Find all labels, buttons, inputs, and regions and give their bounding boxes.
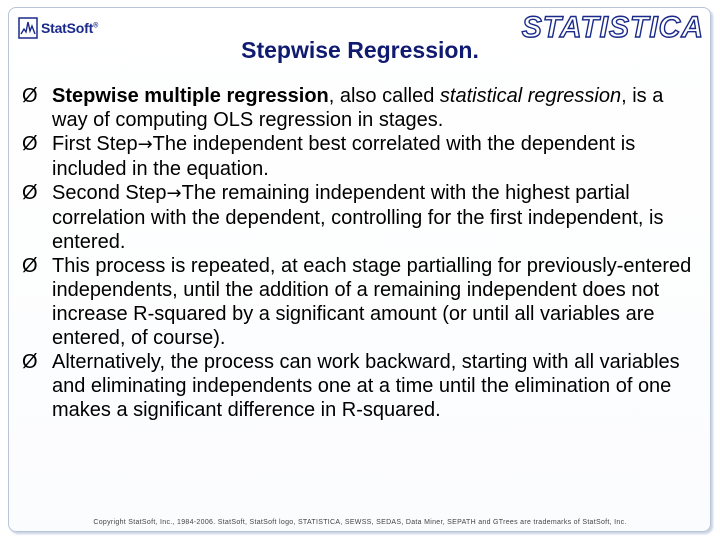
bullet-arrow-icon: Ø bbox=[22, 182, 38, 204]
right-arrow-icon: → bbox=[166, 183, 182, 204]
bullet-arrow-icon: Ø bbox=[22, 351, 38, 373]
bullet-arrow-icon: Ø bbox=[22, 255, 38, 277]
chart-logo-icon bbox=[18, 17, 38, 39]
list-item: Ø First Step→The independent best correlated with the dependent is included in the equation. bbox=[22, 133, 636, 180]
copyright-footer: Copyright StatSoft, Inc., 1984-2006. StatSoft, StatSoft logo, STATISTICA, SEWSS, SEDAS, Data Miner, SEPATH and GTrees are trademarks of StatSoft, Inc. bbox=[93, 519, 627, 526]
bullet-arrow-icon: Ø bbox=[22, 85, 38, 107]
statistica-wordmark: STATISTICA bbox=[521, 12, 704, 42]
bullet-list bbox=[22, 84, 702, 422]
list-item: Ø Second Step→The remaining independent with the highest partial correlation with the dependent, controlling for the first independent, is entered. bbox=[22, 182, 664, 253]
list-item: Ø Alternatively, the process can work backward, starting with all variables and eliminating independents one at a time until the elimination of one makes a significant difference in R-squared. bbox=[22, 351, 680, 421]
list-item: Ø This process is repeated, at each stage partialling for previously-entered independents, until the addition of a remaining independent does not increase R-squared by a significant amount (or until all variables are entered, of course). bbox=[22, 255, 692, 349]
bullet-arrow-icon: Ø bbox=[22, 133, 38, 155]
list-item: Ø Stepwise multiple regression, also called statistical regression, is a way of computing OLS regression in stages. bbox=[22, 85, 664, 131]
logo-text: StatSoft® bbox=[41, 20, 99, 36]
slide-title: Stepwise Regression. bbox=[241, 37, 479, 63]
right-arrow-icon: → bbox=[137, 134, 153, 155]
